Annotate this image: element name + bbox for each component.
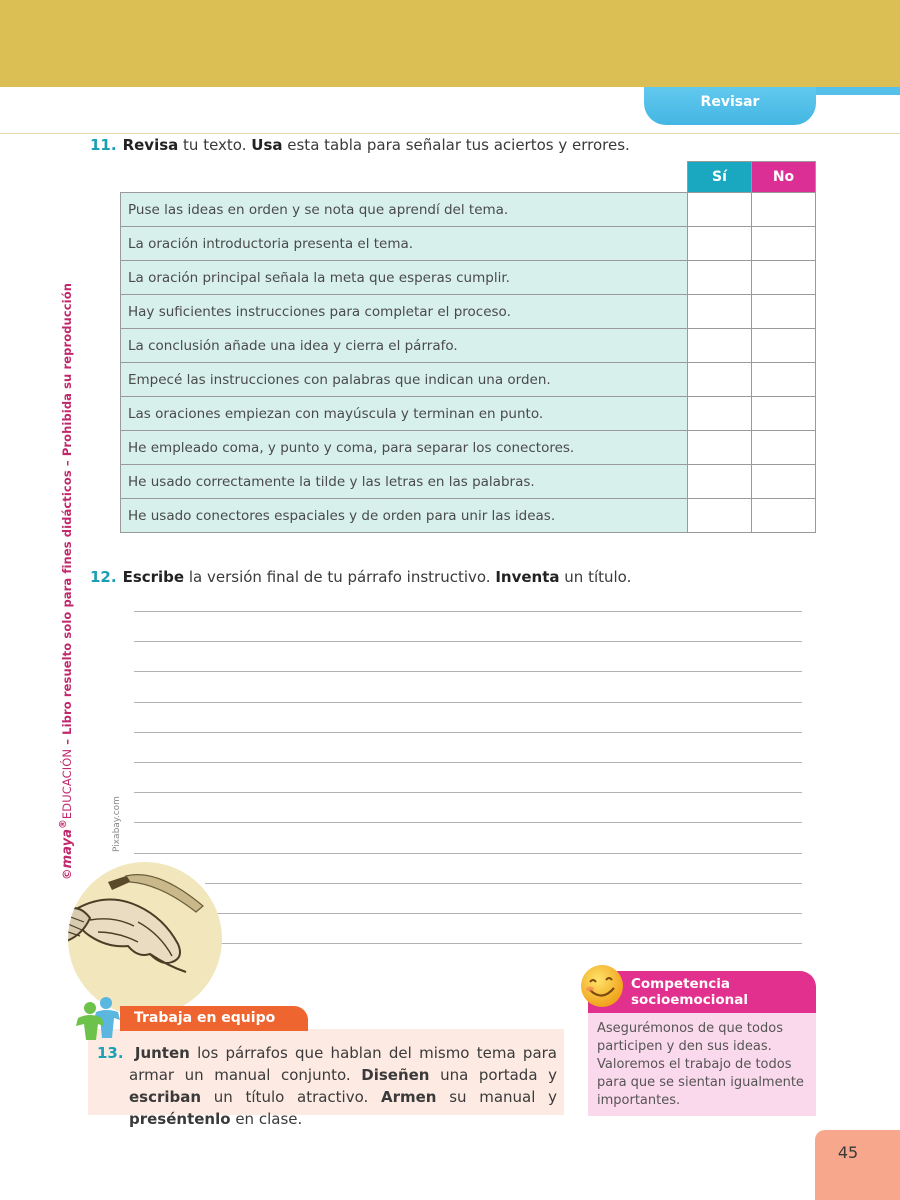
image-credit: Pixabay.com — [112, 796, 122, 852]
instruction-verb: Armen — [381, 1088, 437, 1106]
criterion-text: La conclusión añade una idea y cierra el párrafo. — [121, 329, 688, 363]
instruction-verb: Revisa — [122, 136, 179, 154]
registered-symbol: ® — [58, 819, 69, 829]
competencia-title-line2: socioemocional — [631, 992, 748, 1008]
brand-org: EDUCACIÓN — [59, 748, 74, 820]
section-tab-revisar — [644, 87, 816, 125]
writing-line — [134, 732, 802, 733]
table-row — [121, 193, 816, 227]
instruction-text: los párrafos que hablan del mismo tema para armar un manual conjunto. — [129, 1044, 557, 1084]
quill-hand-icon — [68, 862, 222, 1016]
check-cell-yes[interactable] — [688, 329, 752, 363]
criterion-text: La oración principal señala la meta que esperas cumplir. — [121, 261, 688, 295]
smiley-icon — [578, 962, 626, 1014]
instruction-verb: Inventa — [495, 568, 560, 586]
instruction-verb: Diseñen — [361, 1066, 430, 1084]
check-cell-yes[interactable] — [688, 193, 752, 227]
check-cell-yes[interactable] — [688, 397, 752, 431]
side-credit-notice: – Libro resuelto solo para fines didácticos – Prohibida su reproducción — [59, 282, 74, 749]
check-cell-no[interactable] — [752, 227, 816, 261]
instruction-text: un título atractivo. — [201, 1088, 381, 1106]
section-tab-label: Revisar — [700, 94, 760, 110]
check-cell-no[interactable] — [752, 397, 816, 431]
check-cell-no[interactable] — [752, 295, 816, 329]
page-corner-tab — [815, 1130, 900, 1200]
check-cell-no[interactable] — [752, 431, 816, 465]
table-row — [121, 227, 816, 261]
writing-line — [134, 853, 802, 854]
check-cell-no[interactable] — [752, 363, 816, 397]
instruction-text: una portada y — [429, 1066, 557, 1084]
team-activity-heading: Trabaja en equipo — [120, 1006, 308, 1031]
competencia-title-line1: Competencia — [631, 976, 731, 992]
writing-line — [134, 671, 802, 672]
instruction-text: esta tabla para señalar tus aciertos y errores. — [282, 136, 630, 154]
brand-logo-text: maya — [59, 828, 75, 869]
table-row — [121, 295, 816, 329]
writing-line — [134, 702, 802, 703]
criterion-text: Puse las ideas en orden y se nota que aprendí del tema. — [121, 193, 688, 227]
check-cell-no[interactable] — [752, 329, 816, 363]
criterion-text: He empleado coma, y punto y coma, para separar los conectores. — [121, 431, 688, 465]
instruction-verb: escriban — [129, 1088, 202, 1106]
table-row — [121, 499, 816, 533]
column-header-no: No — [752, 162, 816, 193]
writing-line — [205, 883, 802, 884]
check-cell-yes[interactable] — [688, 227, 752, 261]
question-number: 12. — [90, 568, 117, 586]
writing-line — [134, 822, 802, 823]
table-row — [121, 397, 816, 431]
writing-line — [215, 913, 802, 914]
check-cell-yes[interactable] — [688, 261, 752, 295]
question-12 — [90, 568, 631, 586]
smiley-face-icon — [578, 962, 626, 1010]
header-accent-line — [816, 87, 900, 95]
check-cell-yes[interactable] — [688, 363, 752, 397]
check-cell-no[interactable] — [752, 193, 816, 227]
writing-line — [215, 943, 802, 944]
check-cell-no[interactable] — [752, 465, 816, 499]
check-cell-yes[interactable] — [688, 465, 752, 499]
competencia-body: Asegurémonos de que todos participen y den sus ideas. Valoremos el trabajo de todos para que se sientan igualmente importantes. — [588, 1013, 816, 1116]
criterion-text: La oración introductoria presenta el tema. — [121, 227, 688, 261]
check-cell-yes[interactable] — [688, 295, 752, 329]
writing-line — [134, 611, 802, 612]
instruction-text: en clase. — [230, 1110, 303, 1128]
criterion-text: He usado correctamente la tilde y las letras en las palabras. — [121, 465, 688, 499]
side-credit — [58, 283, 75, 880]
check-cell-no[interactable] — [752, 499, 816, 533]
instruction-verb: preséntenlo — [129, 1110, 231, 1128]
team-activity-text — [97, 1042, 557, 1130]
instruction-verb: Junten — [134, 1044, 190, 1062]
instruction-verb: Usa — [251, 136, 283, 154]
question-number: 11. — [90, 136, 117, 154]
writing-line — [134, 792, 802, 793]
table-row — [121, 363, 816, 397]
self-review-table — [120, 161, 816, 533]
instruction-text: su manual y — [436, 1088, 557, 1106]
criterion-text: He usado conectores espaciales y de orden para unir las ideas. — [121, 499, 688, 533]
check-cell-yes[interactable] — [688, 431, 752, 465]
criteria-header-blank — [121, 162, 688, 193]
column-header-yes: Sí — [688, 162, 752, 193]
header-divider — [0, 133, 900, 134]
criterion-text: Las oraciones empiezan con mayúscula y terminan en punto. — [121, 397, 688, 431]
instruction-text: tu texto. — [178, 136, 252, 154]
instruction-text: la versión final de tu párrafo instructivo. — [184, 568, 496, 586]
table-header-row — [121, 162, 816, 193]
instruction-verb: Escribe — [122, 568, 185, 586]
table-row — [121, 261, 816, 295]
check-cell-no[interactable] — [752, 261, 816, 295]
writing-line — [134, 762, 802, 763]
criterion-text: Hay suficientes instrucciones para completar el proceso. — [121, 295, 688, 329]
instruction-text: un título. — [559, 568, 632, 586]
copyright-symbol: © — [59, 868, 74, 880]
table-row — [121, 431, 816, 465]
check-cell-yes[interactable] — [688, 499, 752, 533]
people-icon — [70, 996, 128, 1040]
criterion-text: Empecé las instrucciones con palabras que indican una orden. — [121, 363, 688, 397]
question-11 — [90, 136, 630, 154]
writing-line — [134, 641, 802, 642]
table-row — [121, 329, 816, 363]
team-people-icon — [70, 996, 128, 1044]
quill-hand-illustration — [68, 862, 222, 1016]
page-number: 45 — [837, 1143, 859, 1162]
table-row — [121, 465, 816, 499]
header-band — [0, 0, 900, 87]
question-number: 13. — [97, 1044, 124, 1062]
